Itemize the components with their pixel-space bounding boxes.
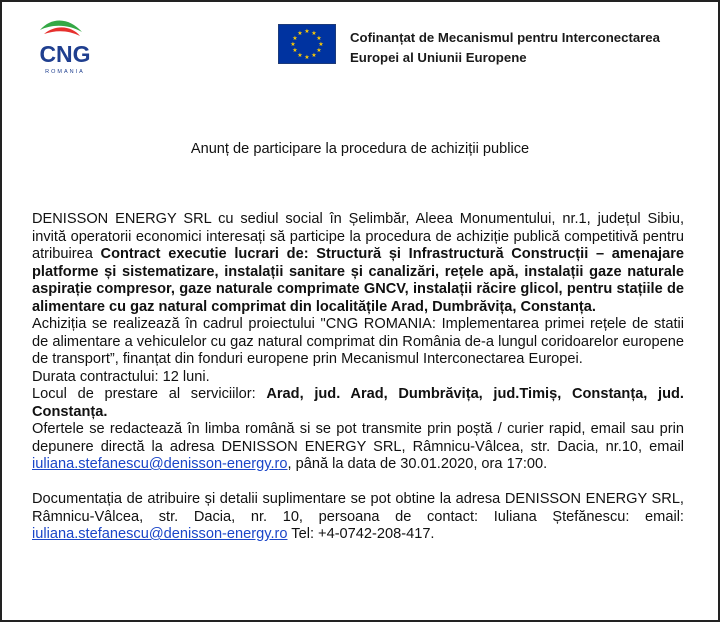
paragraph-duration: Durata contractului: 12 luni.: [32, 368, 210, 385]
svg-text:★: ★: [297, 30, 303, 37]
eu-flag: [278, 24, 336, 64]
svg-text:★: ★: [311, 30, 317, 37]
cofinancing-line-1: Cofinanțat de Mecanismul pentru Interconectarea: [350, 30, 660, 45]
cofinancing-line-2: Europei al Uniunii Europene: [350, 50, 527, 65]
invitation-text: DENISSON ENERGY SRL cu sediul social în Șelimbăr, Aleea Monumentului, nr.1, județul Sibiu, invită operatorii economici interesați să participe la procedura de achiziție publică competitivă pentru atribuirea: [32, 211, 684, 262]
cofinancing-text: [350, 28, 660, 68]
paragraph-project: Achiziția se realizează în cadrul proiectului "CNG ROMANIA: Implementarea primei rețele de statii de alimentare a vehiculelor cu gaz natural comprimat din România de-a lungul coridoarelor europene de transport”, finanțat din fonduri europene prin Mecanismul Interconectarea Europei.: [32, 316, 684, 367]
svg-text:★: ★: [316, 47, 322, 54]
location-value: Arad, jud. Arad, Dumbrăvița, jud.Timiș, Constanța, jud. Constanța.: [32, 386, 684, 420]
cng-logo: [22, 16, 108, 76]
cng-logo-icon: [22, 16, 108, 76]
paragraph-offers: [32, 421, 684, 474]
contact-email-link[interactable]: iuliana.stefanescu@denisson-energy.ro: [32, 526, 288, 542]
offers-text: Ofertele se redactează în limba română si se pot transmite prin poștă / curier rapid, email sau prin depunere directă la adresa DENISSON ENERGY SRL, Râmnicu-Vâlcea, str. Dacia, nr.10, email: [32, 421, 684, 455]
svg-text:★: ★: [297, 52, 303, 59]
svg-text:★: ★: [311, 52, 317, 59]
eu-flag-icon: [278, 24, 336, 64]
contract-object: Contract executie lucrari de: Structură și Infrastructură Construcții – amenajare platforme și sistematizare, instalații sanitare și canalizări, rețele apă, instalații gaze naturale aspirație compresor, gaze naturale comprimate GNCV, instalații răcire glicol, pentru stațiile de alimentare cu gaz natural comprimat din localitățile Arad, Dumbrăvița, Constanța.: [32, 246, 684, 315]
paragraph-invitation: [32, 211, 684, 316]
paragraph-documentation: [32, 491, 684, 544]
contact-phone: Tel: +4-0742-208-417.: [287, 526, 435, 542]
documentation-text: Documentația de atribuire și detalii suplimentare se pot obtine la adresa DENISSON ENERGY SRL, Râmnicu-Vâlcea, str. Dacia, nr. 10, persoana de contact: Iuliana Ștefănescu: email:: [32, 491, 684, 525]
cng-logo-subtext: ROMANIA: [45, 69, 85, 75]
offers-deadline: , până la data de 30.01.2020, ora 17:00.: [287, 456, 548, 472]
svg-text:★: ★: [316, 35, 322, 42]
location-label: Locul de prestare al serviciilor:: [32, 386, 267, 402]
svg-text:★: ★: [318, 41, 324, 48]
email-link[interactable]: iuliana.stefanescu@denisson-energy.ro: [32, 456, 288, 472]
svg-text:★: ★: [292, 35, 298, 42]
paragraph-location: [32, 386, 684, 421]
svg-text:★: ★: [304, 54, 310, 61]
page-title: Anunț de participare la procedura de achiziții publice: [190, 141, 530, 157]
cng-logo-text: CNG: [39, 41, 91, 67]
svg-text:★: ★: [290, 41, 296, 48]
spacer: [32, 474, 684, 492]
svg-text:★: ★: [292, 47, 298, 54]
announcement-body: [32, 211, 684, 544]
svg-text:★: ★: [304, 28, 310, 35]
